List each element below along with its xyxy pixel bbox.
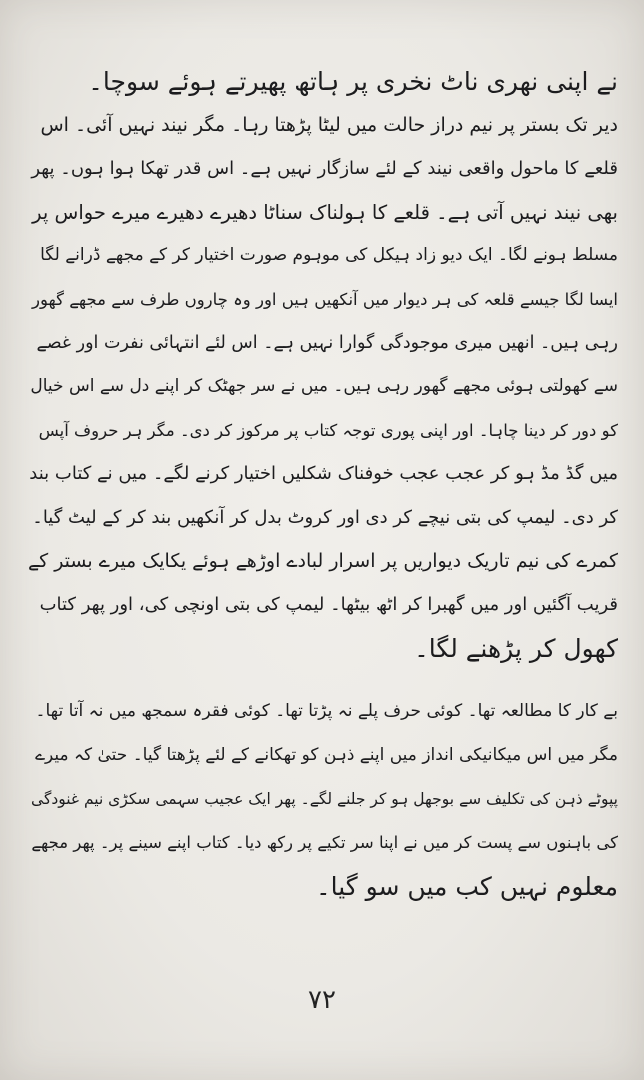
text-line: بھی نیند نہیں آتی ہے۔ قلعے کا ہولناک سناٹا دھیرے دھیرے میرے حواس پر	[32, 200, 618, 224]
text-line: ایسا لگا جیسے قلعہ کی ہر دیوار میں آنکھیں ہیں اور وہ چاروں طرف سے مجھے گھور	[32, 289, 618, 309]
text-line: مسلط ہونے لگا۔ ایک دیو زاد ہیکل کی موہوم صورت اختیار کر کے مجھے ڈرانے لگا	[40, 245, 618, 266]
text-line: سے کھولتی ہوئی مجھے گھور رہی ہیں۔ میں نے سر جھٹک کر اپنے دل سے اس خیال	[30, 376, 618, 397]
text-line: میں گڈ مڈ ہو کر عجب عجب خوفناک شکلیں اختیار کرنے لگے۔ میں نے کتاب بند	[29, 463, 618, 485]
text-line: کمرے کی نیم تاریک دیواریں پر اسرار لبادے اوڑھے ہوئے یکایک میرے بستر کے	[27, 549, 618, 572]
text-line: کی باہنوں سے پست کر میں نے اپنا سر تکیے پر رکھ دیا۔ کتاب اپنے سینے پر۔ پھر مجھے	[31, 833, 618, 853]
text-line: نے اپنی نھری ناٹ نخری پر ہاتھ پھیرتے ہوئے سوچا۔	[88, 67, 618, 96]
text-line: مگر میں اس میکانیکی انداز میں اپنے ذہن کو تھکانے کے لئے پڑھتا گیا۔ حتیٰ کہ میرے	[35, 744, 618, 765]
text-line: پپوٹے ذہن کی تکلیف سے بوجھل ہو کر جلنے لگے۔ پھر ایک عجیب سہمی سکڑی نیم غنودگی	[31, 789, 618, 808]
text-line: قریب آگئیں اور میں گھبرا کر اٹھ بیٹھا۔ لیمپ کی بتی اونچی کی، اور پھر کتاب	[39, 594, 618, 616]
page-number: ۷۲	[308, 985, 336, 1015]
text-line: بے کار کا مطالعہ تھا۔ کوئی حرف پلے نہ پڑتا تھا۔ کوئی فقرہ سمجھ میں نہ آتا تھا۔	[35, 701, 618, 722]
text-line: کر دی۔ لیمپ کی بتی نیچے کر دی اور کروٹ بدل کر آنکھیں بند کر کے لیٹ گیا۔	[32, 506, 618, 528]
paragraph-4	[26, 690, 618, 908]
text-line: معلوم نہیں کب میں سو گیا۔	[315, 871, 618, 901]
paragraph-1	[26, 60, 618, 104]
paragraph-2	[26, 104, 618, 540]
text-line: قلعے کا ماحول واقعی نیند کے لئے سازگار نہیں ہے۔ اس قدر تھکا ہوا ہوں۔ پھر	[31, 158, 618, 180]
text-line: دیر تک بستر پر نیم دراز حالت میں لیٹا پڑھتا رہا۔ مگر نیند نہیں آئی۔ اس	[40, 113, 618, 136]
text-line: رہی ہیں۔ انھیں میری موجودگی گوارا نہیں ہے۔ اس لئے انتہائی نفرت اور غصے	[36, 332, 618, 353]
paragraph-3	[26, 540, 618, 671]
text-line: کھول کر پڑھنے لگا۔	[414, 633, 618, 663]
text-line: کو دور کر دینا چاہا۔ اور اپنی پوری توجہ کتاب پر مرکوز کر دی۔ مگر ہر حروف آپس	[38, 420, 618, 440]
page-body-text	[26, 60, 618, 908]
